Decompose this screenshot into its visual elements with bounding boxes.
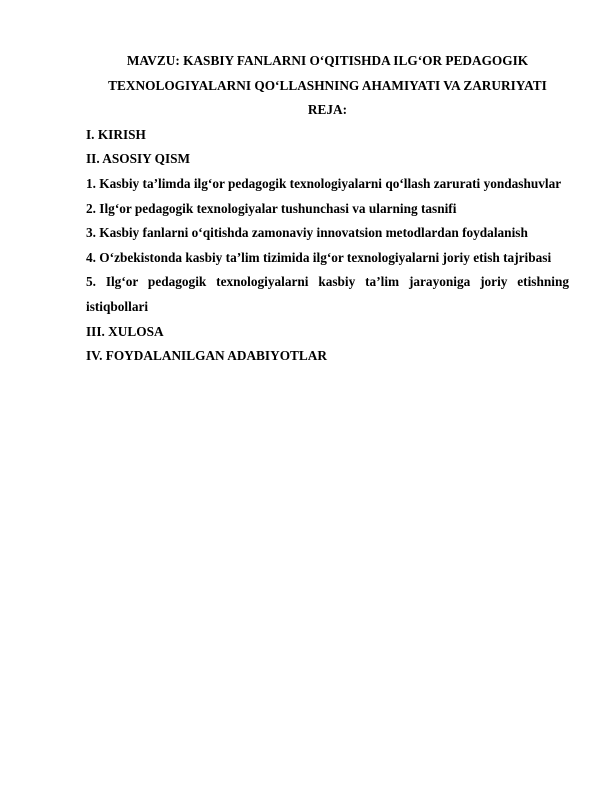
outline-item-conclusion: III. XULOSA	[86, 323, 164, 339]
outline-item-main-part: II. ASOSIY QISM	[86, 151, 191, 167]
document-title: MAVZU: KASBIY FANLARNI O‘QITISHDA ILG‘OR PEDAGOGIK TEXNOLOGIYALARNI QO‘LLASHNING AHAMIYATI VA ZARURIYATI	[108, 53, 547, 93]
outline-item-4: 4. O‘zbekistonda kasbiy ta’lim tizimida ilg‘or texnologiyalarni joriy etish tajribasi	[86, 249, 552, 265]
outline-item-references: IV. FOYDALANILGAN ADABIYOTLAR	[86, 348, 327, 364]
outline-item-2: 2. Ilg‘or pedagogik texnologiyalar tushunchasi va ularning tasnifi	[86, 200, 457, 216]
outline-item-3: 3. Kasbiy fanlarni o‘qitishda zamonaviy innovatsion metodlardan foydalanish	[86, 225, 528, 241]
outline-item-5: 5. Ilg‘or pedagogik texnologiyalarni kasbiy ta’lim jarayoniga joriy etishning istiqbollari	[86, 274, 569, 314]
document-content	[86, 49, 569, 369]
outline-item-1: 1. Kasbiy ta’limda ilg‘or pedagogik texnologiyalarni qo‘llash zarurati yondashuvlar	[86, 175, 562, 191]
plan-outline	[86, 123, 569, 369]
outline-item-intro: I. KIRISH	[86, 126, 146, 142]
plan-heading: REJA:	[307, 102, 348, 118]
